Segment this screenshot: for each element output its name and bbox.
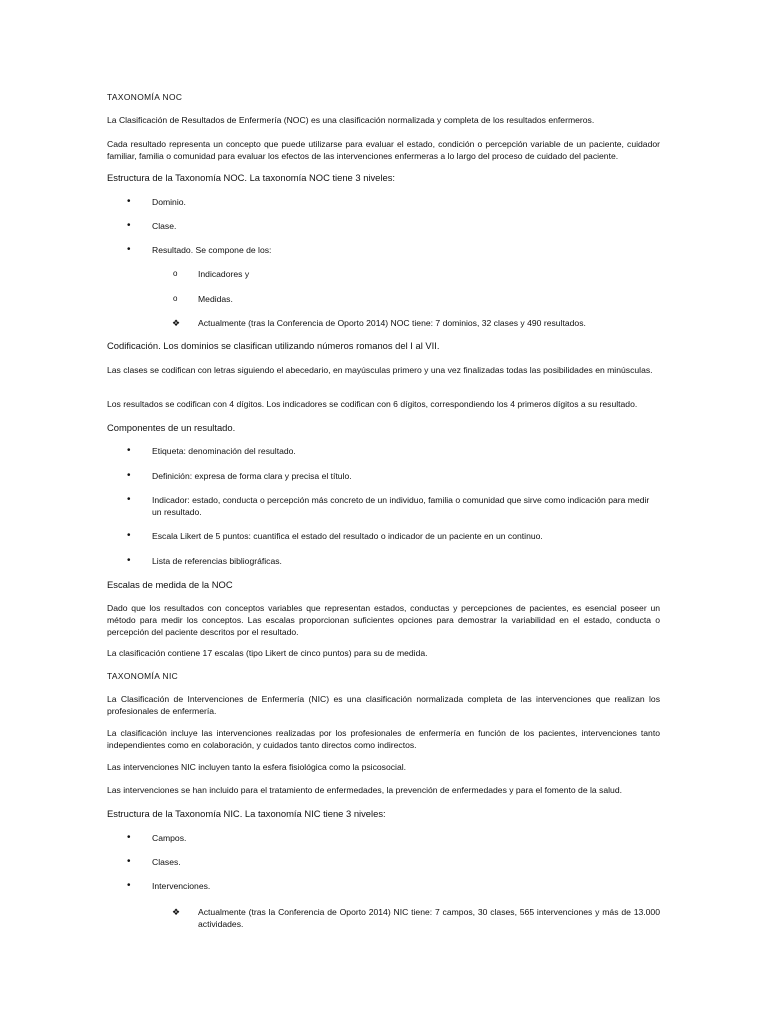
list-item-text: Etiqueta: denominación del resultado. bbox=[152, 446, 296, 456]
list-item-text: Medidas. bbox=[198, 294, 233, 304]
bullet-icon: • bbox=[127, 856, 131, 867]
nic-paragraph-3: Las intervenciones NIC incluyen tanto la esfera fisiológica como la psicosocial. bbox=[107, 762, 407, 772]
noc-component-item bbox=[127, 530, 660, 542]
noc-sublevel-item bbox=[173, 268, 660, 280]
noc-component-item bbox=[127, 445, 660, 457]
bullet-icon: • bbox=[127, 470, 131, 481]
nic-paragraph-1: La Clasificación de Intervenciones de Enfermería (NIC) es una clasificación normalizada completa de las intervenciones que realizan los profesionales de enfermería. bbox=[107, 694, 660, 716]
noc-current-item bbox=[172, 317, 660, 329]
noc-results-code: Los resultados se codifican con 4 dígitos. Los indicadores se codifican con 6 dígitos, correspondiendo los 4 primeros dígitos a su resultado. bbox=[107, 399, 638, 409]
list-item-text: Escala Likert de 5 puntos: cuantifica el estado del resultado o indicador de un paciente en un continuo. bbox=[152, 531, 543, 541]
list-item-text: Clases. bbox=[152, 857, 181, 867]
diamond-bullet-icon: ❖ bbox=[172, 907, 181, 917]
list-item-text: Clase. bbox=[152, 221, 177, 231]
noc-heading: TAXONOMÍA NOC bbox=[107, 92, 183, 102]
nic-structure-title: Estructura de la Taxonomía NIC. La taxonomía NIC tiene 3 niveles: bbox=[107, 808, 386, 819]
circle-bullet-icon: o bbox=[173, 294, 178, 303]
bullet-icon: • bbox=[127, 196, 131, 207]
list-item-text: Definición: expresa de forma clara y precisa el título. bbox=[152, 471, 352, 481]
noc-structure-title: Estructura de la Taxonomía NOC. La taxonomía NOC tiene 3 niveles: bbox=[107, 172, 395, 183]
noc-codification: Codificación. Los dominios se clasifican utilizando números romanos del I al VII. bbox=[107, 340, 440, 351]
noc-scales-title: Escalas de medida de la NOC bbox=[107, 579, 233, 590]
noc-component-item bbox=[127, 470, 660, 482]
nic-paragraph-2: La clasificación incluye las intervenciones realizadas por los profesionales de enfermería en función de los pacientes, intervenciones tanto independientes como en colaboración, y cuidados tanto directos como indirectos. bbox=[107, 728, 660, 750]
list-item-text: Actualmente (tras la Conferencia de Oporto 2014) NIC tiene: 7 campos, 30 clases, 565 intervenciones y más de 13.000 actividades. bbox=[198, 907, 660, 929]
bullet-icon: • bbox=[127, 244, 131, 255]
diamond-bullet-icon: ❖ bbox=[172, 318, 181, 328]
noc-paragraph-1: La Clasificación de Resultados de Enfermería (NOC) es una clasificación normalizada y completa de los resultados enfermeros. bbox=[107, 115, 595, 125]
noc-scales-count: La clasificación contiene 17 escalas (tipo Likert de cinco puntos) para su de medida. bbox=[107, 648, 428, 658]
nic-current-item bbox=[172, 906, 660, 930]
bullet-icon: • bbox=[127, 555, 131, 566]
bullet-icon: • bbox=[127, 494, 131, 505]
bullet-icon: • bbox=[127, 530, 131, 541]
list-item-text: Actualmente (tras la Conferencia de Oporto 2014) NOC tiene: 7 dominios, 32 clases y 490 resultados. bbox=[198, 318, 586, 328]
noc-level-item bbox=[127, 244, 660, 256]
noc-components-title: Componentes de un resultado. bbox=[107, 422, 236, 433]
bullet-icon: • bbox=[127, 880, 131, 891]
list-item-text: Resultado. Se compone de los: bbox=[152, 245, 272, 255]
noc-component-item bbox=[127, 555, 660, 567]
nic-level-item bbox=[127, 856, 660, 868]
list-item-text: Campos. bbox=[152, 833, 187, 843]
nic-heading: TAXONOMÍA NIC bbox=[107, 671, 179, 681]
noc-classes-code: Las clases se codifican con letras siguiendo el abecedario, en mayúsculas primero y una vez finalizadas todas las posibilidades en minúsculas. bbox=[107, 365, 653, 375]
noc-scales-paragraph: Dado que los resultados con conceptos variables que representan estados, conductas y percepciones de pacientes, es esencial poseer un método para medir los conceptos. Las escalas proporcionan suficientes opciones para demostrar la variabilidad en el estado, conducta o percepción del paciente descritos por el resultado. bbox=[107, 603, 660, 637]
noc-component-item bbox=[127, 494, 660, 518]
list-item-text: Indicador: estado, conducta o percepción más concreto de un individuo, familia o comunidad que sirve como indicación para medir un resultado. bbox=[152, 495, 650, 517]
bullet-icon: • bbox=[127, 832, 131, 843]
bullet-icon: • bbox=[127, 445, 131, 456]
list-item-text: Dominio. bbox=[152, 197, 186, 207]
noc-level-item bbox=[127, 196, 660, 208]
list-item-text: Lista de referencias bibliográficas. bbox=[152, 556, 282, 566]
noc-level-item bbox=[127, 220, 660, 232]
noc-sublevel-item bbox=[173, 293, 660, 305]
noc-paragraph-2: Cada resultado representa un concepto que puede utilizarse para evaluar el estado, condición o percepción variable de un paciente, cuidador familiar, familia o comunidad para evaluar los efectos de las intervenciones enfermeras a lo largo del proceso de cuidado del paciente. bbox=[107, 139, 660, 161]
bullet-icon: • bbox=[127, 220, 131, 231]
nic-level-item bbox=[127, 832, 660, 844]
list-item-text: Indicadores y bbox=[198, 269, 250, 279]
list-item-text: Intervenciones. bbox=[152, 881, 211, 891]
circle-bullet-icon: o bbox=[173, 269, 178, 278]
nic-level-item bbox=[127, 880, 660, 892]
nic-paragraph-4: Las intervenciones se han incluido para el tratamiento de enfermedades, la prevención de enfermedades y para el fomento de la salud. bbox=[107, 785, 622, 795]
